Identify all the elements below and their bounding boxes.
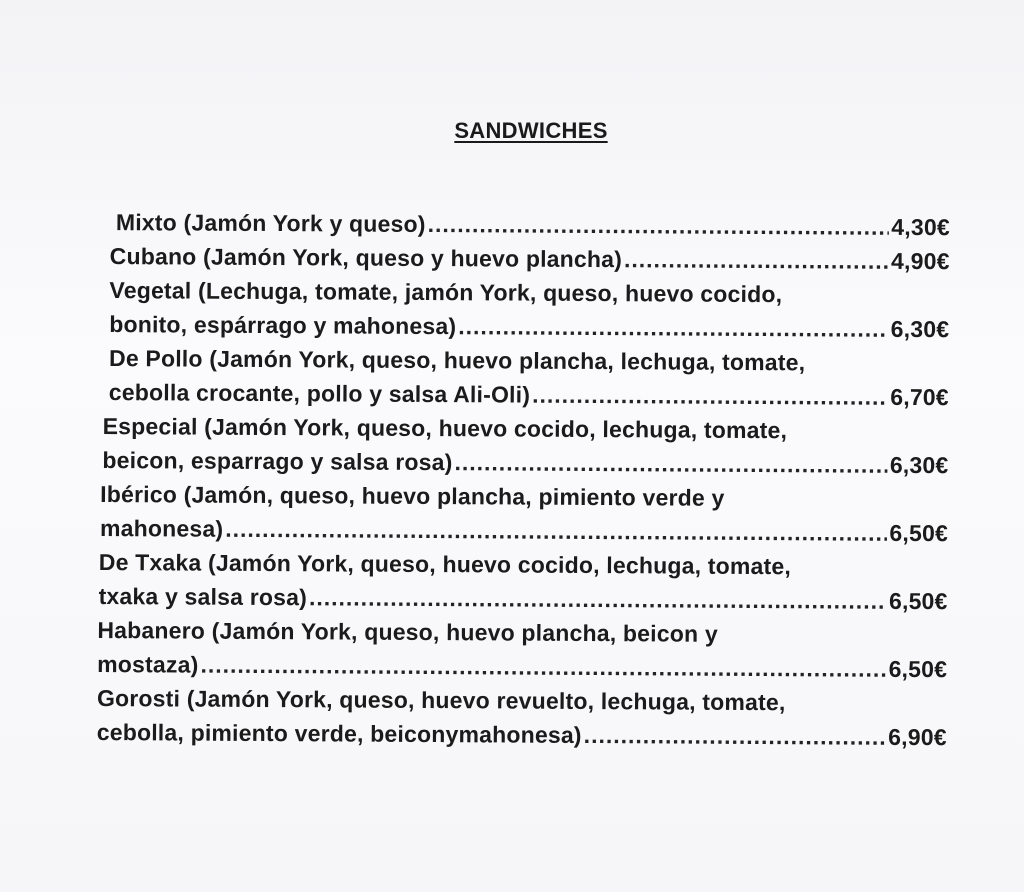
item-line bbox=[99, 579, 948, 618]
item-description: Gorosti (Jamón York, queso, huevo revuelto, lechuga, tomate, bbox=[96, 684, 786, 716]
leader-dots bbox=[454, 445, 888, 482]
item-line bbox=[109, 375, 949, 414]
leader-dots bbox=[584, 718, 887, 754]
item-price: 6,70€ bbox=[890, 383, 949, 411]
item-line bbox=[97, 647, 947, 686]
menu-item-especial bbox=[98, 409, 948, 482]
menu-item-vegetal bbox=[99, 273, 949, 346]
item-description: Ibérico (Jamón, queso, huevo plancha, pimiento verde y bbox=[100, 481, 725, 511]
item-price: 4,30€ bbox=[891, 213, 950, 241]
leader-dots bbox=[458, 309, 889, 346]
menu-title: SANDWICHES bbox=[454, 118, 608, 143]
item-line bbox=[97, 681, 947, 720]
leader-dots bbox=[624, 242, 889, 278]
item-description: Mixto (Jamón York y queso) bbox=[115, 209, 426, 237]
sandwich-list bbox=[97, 205, 950, 754]
item-price: 6,90€ bbox=[888, 723, 947, 751]
item-line bbox=[97, 715, 947, 754]
item-description: Especial (Jamón York, queso, huevo cocido, lechuga, tomate, bbox=[102, 413, 788, 444]
item-price: 6,50€ bbox=[888, 655, 948, 683]
item-line bbox=[100, 511, 948, 550]
item-price: 6,30€ bbox=[890, 315, 950, 343]
item-line bbox=[109, 307, 949, 346]
item-price: 4,90€ bbox=[891, 247, 950, 275]
item-description: mostaza) bbox=[97, 650, 199, 678]
item-line bbox=[97, 613, 947, 652]
menu-item-gorosti bbox=[97, 681, 947, 754]
item-price: 6,50€ bbox=[889, 519, 949, 547]
item-line bbox=[109, 273, 949, 312]
item-line bbox=[110, 239, 950, 278]
item-line bbox=[99, 545, 948, 584]
menu-item-de-txaka bbox=[98, 545, 948, 618]
item-description: mahonesa) bbox=[99, 515, 224, 542]
menu-item-de-pollo bbox=[99, 341, 949, 414]
item-description: De Txaka (Jamón York, queso, huevo cocido, lechuga, tomate, bbox=[98, 548, 792, 580]
leader-dots bbox=[225, 512, 887, 550]
item-description: Habanero (Jamón York, queso, huevo plancha, beicon y bbox=[97, 616, 718, 647]
item-description: bonito, espárrago y mahonesa) bbox=[109, 311, 457, 340]
item-description: txaka y salsa rosa) bbox=[98, 582, 308, 611]
item-description: Vegetal (Lechuga, tomate, jamón York, queso, huevo cocido, bbox=[109, 277, 783, 308]
item-line bbox=[100, 477, 948, 516]
item-description: De Pollo (Jamón York, queso, huevo plancha, lechuga, tomate, bbox=[108, 345, 806, 376]
leader-dots bbox=[428, 207, 890, 244]
item-price: 6,30€ bbox=[889, 451, 949, 479]
menu-item-mixto bbox=[100, 205, 950, 244]
item-description: cebolla crocante, pollo y salsa Ali-Oli) bbox=[108, 379, 531, 408]
item-line bbox=[116, 205, 950, 244]
menu-item-habanero bbox=[97, 613, 947, 686]
item-line bbox=[103, 409, 949, 448]
leader-dots bbox=[309, 580, 887, 618]
item-line bbox=[109, 341, 949, 380]
item-line bbox=[102, 443, 948, 482]
item-description: beicon, esparrago y salsa rosa) bbox=[102, 447, 453, 476]
menu-item-iberico bbox=[98, 477, 948, 550]
item-price: 6,50€ bbox=[888, 587, 948, 615]
leader-dots bbox=[200, 648, 886, 686]
item-description: cebolla, pimiento verde, beiconymahonesa) bbox=[96, 718, 582, 748]
leader-dots bbox=[532, 378, 888, 414]
item-description: Cubano (Jamón York, queso y huevo plancha) bbox=[109, 243, 623, 273]
menu-item-cubano bbox=[100, 239, 950, 278]
